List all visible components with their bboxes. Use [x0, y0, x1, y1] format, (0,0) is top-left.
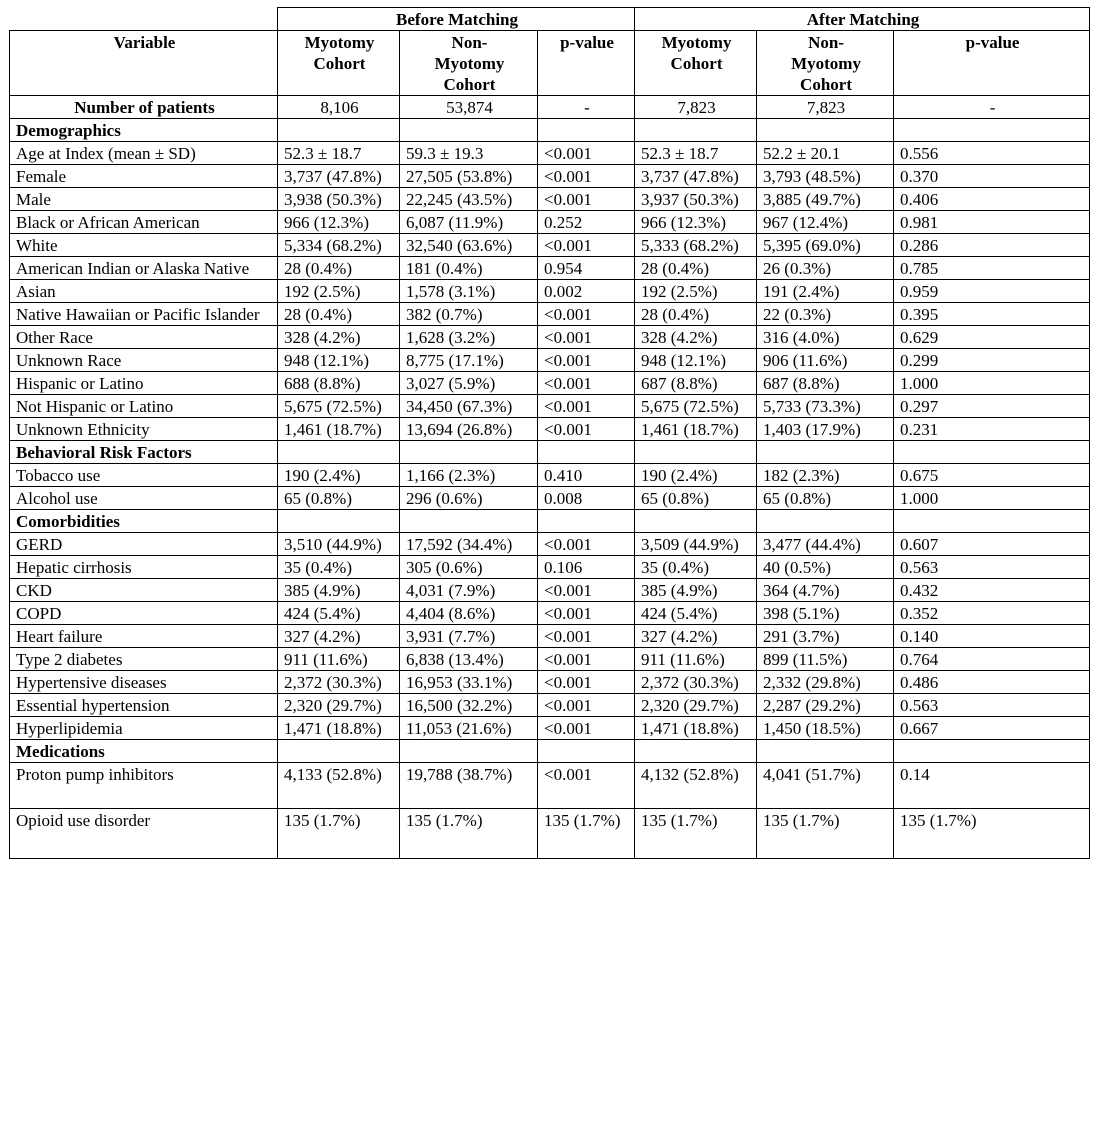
empty-cell	[757, 119, 894, 142]
table-cell: <0.001	[538, 234, 635, 257]
table-row	[10, 487, 1090, 510]
table-cell: 135 (1.7%)	[635, 809, 757, 859]
table-cell: <0.001	[538, 372, 635, 395]
table-cell: 327 (4.2%)	[635, 625, 757, 648]
table-cell: <0.001	[538, 694, 635, 717]
row-label: Proton pump inhibitors	[10, 763, 278, 809]
table-cell: <0.001	[538, 533, 635, 556]
table-cell: 22,245 (43.5%)	[400, 188, 538, 211]
group-header-row	[10, 8, 1090, 31]
table-cell: 0.352	[894, 602, 1090, 625]
empty-cell	[635, 510, 757, 533]
table-row	[10, 418, 1090, 441]
table-cell: 0.231	[894, 418, 1090, 441]
table-cell: 0.607	[894, 533, 1090, 556]
table-cell: 1,403 (17.9%)	[757, 418, 894, 441]
table-cell: 4,031 (7.9%)	[400, 579, 538, 602]
table-cell: 0.563	[894, 556, 1090, 579]
table-cell: 28 (0.4%)	[635, 303, 757, 326]
table-cell: 967 (12.4%)	[757, 211, 894, 234]
row-label: White	[10, 234, 278, 257]
table-cell: <0.001	[538, 717, 635, 740]
table-cell: 911 (11.6%)	[635, 648, 757, 671]
table-cell: -	[538, 96, 635, 119]
table-cell: 40 (0.5%)	[757, 556, 894, 579]
table-cell: <0.001	[538, 763, 635, 809]
empty-cell	[635, 441, 757, 464]
table-cell: 28 (0.4%)	[278, 303, 400, 326]
table-cell: 22 (0.3%)	[757, 303, 894, 326]
empty-cell	[400, 510, 538, 533]
table-cell: 0.14	[894, 763, 1090, 809]
table-cell: 2,320 (29.7%)	[278, 694, 400, 717]
table-cell: 1.000	[894, 372, 1090, 395]
table-row	[10, 717, 1090, 740]
table-cell: 687 (8.8%)	[757, 372, 894, 395]
section-title: Behavioral Risk Factors	[10, 441, 278, 464]
empty-cell	[278, 740, 400, 763]
table-row	[10, 211, 1090, 234]
table-cell: 53,874	[400, 96, 538, 119]
row-label: Heart failure	[10, 625, 278, 648]
table-cell: 291 (3.7%)	[757, 625, 894, 648]
table-cell: 17,592 (34.4%)	[400, 533, 538, 556]
table-cell: 0.959	[894, 280, 1090, 303]
table-cell: 16,953 (33.1%)	[400, 671, 538, 694]
table-cell: 687 (8.8%)	[635, 372, 757, 395]
table-cell: <0.001	[538, 648, 635, 671]
row-label: Essential hypertension	[10, 694, 278, 717]
table-wrapper	[9, 7, 1090, 859]
table-cell: 382 (0.7%)	[400, 303, 538, 326]
table-cell: 4,132 (52.8%)	[635, 763, 757, 809]
column-header: Variable	[10, 31, 278, 96]
table-row	[10, 395, 1090, 418]
column-header: Myotomy Cohort	[635, 31, 757, 96]
table-cell: 0.486	[894, 671, 1090, 694]
empty-cell	[635, 740, 757, 763]
table-cell: 0.629	[894, 326, 1090, 349]
table-cell: -	[894, 96, 1090, 119]
table-cell: 364 (4.7%)	[757, 579, 894, 602]
row-label: Native Hawaiian or Pacific Islander	[10, 303, 278, 326]
empty-cell	[538, 119, 635, 142]
table-cell: 135 (1.7%)	[894, 809, 1090, 859]
table-cell: 2,332 (29.8%)	[757, 671, 894, 694]
table-cell: 296 (0.6%)	[400, 487, 538, 510]
table-cell: 0.299	[894, 349, 1090, 372]
table-cell: 0.395	[894, 303, 1090, 326]
table-cell: 190 (2.4%)	[635, 464, 757, 487]
table-row	[10, 556, 1090, 579]
table-cell: 911 (11.6%)	[278, 648, 400, 671]
table-cell: <0.001	[538, 349, 635, 372]
table-cell: 190 (2.4%)	[278, 464, 400, 487]
row-label: Hepatic cirrhosis	[10, 556, 278, 579]
table-cell: 1.000	[894, 487, 1090, 510]
row-label: GERD	[10, 533, 278, 556]
table-cell: 5,395 (69.0%)	[757, 234, 894, 257]
section-title: Medications	[10, 740, 278, 763]
table-cell: 3,938 (50.3%)	[278, 188, 400, 211]
table-cell: 32,540 (63.6%)	[400, 234, 538, 257]
table-cell: 327 (4.2%)	[278, 625, 400, 648]
table-row	[10, 165, 1090, 188]
row-label: Number of patients	[10, 96, 278, 119]
table-cell: 181 (0.4%)	[400, 257, 538, 280]
table-cell: 2,372 (30.3%)	[635, 671, 757, 694]
empty-cell	[894, 510, 1090, 533]
table-row	[10, 533, 1090, 556]
table-cell: 0.556	[894, 142, 1090, 165]
section-title: Demographics	[10, 119, 278, 142]
table-cell: <0.001	[538, 188, 635, 211]
table-cell: 0.675	[894, 464, 1090, 487]
table-cell: 26 (0.3%)	[757, 257, 894, 280]
table-cell: 0.410	[538, 464, 635, 487]
table-cell: 1,461 (18.7%)	[635, 418, 757, 441]
column-header: p-value	[894, 31, 1090, 96]
cohort-characteristics-table	[9, 7, 1090, 859]
table-cell: 182 (2.3%)	[757, 464, 894, 487]
empty-cell	[538, 441, 635, 464]
table-row	[10, 579, 1090, 602]
table-cell: 52.3 ± 18.7	[635, 142, 757, 165]
table-cell: <0.001	[538, 326, 635, 349]
table-cell: 19,788 (38.7%)	[400, 763, 538, 809]
empty-cell	[894, 441, 1090, 464]
table-cell: <0.001	[538, 142, 635, 165]
section-header-row	[10, 119, 1090, 142]
column-header: p-value	[538, 31, 635, 96]
table-row	[10, 142, 1090, 165]
table-cell: 385 (4.9%)	[278, 579, 400, 602]
table-row	[10, 326, 1090, 349]
table-row	[10, 763, 1090, 809]
row-label: Not Hispanic or Latino	[10, 395, 278, 418]
table-cell: 1,166 (2.3%)	[400, 464, 538, 487]
table-cell: 0.252	[538, 211, 635, 234]
table-cell: 3,509 (44.9%)	[635, 533, 757, 556]
table-cell: 52.2 ± 20.1	[757, 142, 894, 165]
table-cell: 135 (1.7%)	[278, 809, 400, 859]
table-cell: <0.001	[538, 671, 635, 694]
table-cell: 688 (8.8%)	[278, 372, 400, 395]
table-row	[10, 671, 1090, 694]
table-cell: 0.406	[894, 188, 1090, 211]
column-header: Myotomy Cohort	[278, 31, 400, 96]
table-cell: 65 (0.8%)	[757, 487, 894, 510]
table-cell: 0.008	[538, 487, 635, 510]
empty-cell	[757, 740, 894, 763]
table-cell: 966 (12.3%)	[278, 211, 400, 234]
row-label: American Indian or Alaska Native	[10, 257, 278, 280]
row-label: COPD	[10, 602, 278, 625]
table-cell: 1,450 (18.5%)	[757, 717, 894, 740]
table-cell: 34,450 (67.3%)	[400, 395, 538, 418]
table-cell: 35 (0.4%)	[635, 556, 757, 579]
row-label: CKD	[10, 579, 278, 602]
table-cell: 16,500 (32.2%)	[400, 694, 538, 717]
table-cell: <0.001	[538, 418, 635, 441]
table-cell: 27,505 (53.8%)	[400, 165, 538, 188]
number-of-patients-row	[10, 96, 1090, 119]
table-cell: 5,675 (72.5%)	[635, 395, 757, 418]
table-cell: 966 (12.3%)	[635, 211, 757, 234]
empty-cell	[400, 740, 538, 763]
table-cell: 65 (0.8%)	[278, 487, 400, 510]
table-cell: 0.981	[894, 211, 1090, 234]
table-cell: 28 (0.4%)	[635, 257, 757, 280]
table-cell: 7,823	[757, 96, 894, 119]
table-row	[10, 280, 1090, 303]
table-row	[10, 602, 1090, 625]
table-cell: 5,675 (72.5%)	[278, 395, 400, 418]
section-header-row	[10, 740, 1090, 763]
empty-cell	[894, 119, 1090, 142]
table-cell: 135 (1.7%)	[757, 809, 894, 859]
row-label: Hypertensive diseases	[10, 671, 278, 694]
table-cell: 424 (5.4%)	[635, 602, 757, 625]
row-label: Opioid use disorder	[10, 809, 278, 859]
table-cell: 0.297	[894, 395, 1090, 418]
table-cell: 4,133 (52.8%)	[278, 763, 400, 809]
table-cell: 6,838 (13.4%)	[400, 648, 538, 671]
table-cell: 5,333 (68.2%)	[635, 234, 757, 257]
table-cell: 6,087 (11.9%)	[400, 211, 538, 234]
table-cell: 3,793 (48.5%)	[757, 165, 894, 188]
table-cell: 3,737 (47.8%)	[635, 165, 757, 188]
row-label: Asian	[10, 280, 278, 303]
table-cell: 65 (0.8%)	[635, 487, 757, 510]
table-cell: 191 (2.4%)	[757, 280, 894, 303]
table-cell: 4,041 (51.7%)	[757, 763, 894, 809]
table-cell: 0.785	[894, 257, 1090, 280]
table-row	[10, 234, 1090, 257]
empty-cell	[538, 510, 635, 533]
row-label: Black or African American	[10, 211, 278, 234]
table-cell: 8,106	[278, 96, 400, 119]
table-cell: 135 (1.7%)	[538, 809, 635, 859]
table-cell: 13,694 (26.8%)	[400, 418, 538, 441]
table-cell: 5,733 (73.3%)	[757, 395, 894, 418]
row-label: Age at Index (mean ± SD)	[10, 142, 278, 165]
empty-cell	[400, 441, 538, 464]
table-cell: 28 (0.4%)	[278, 257, 400, 280]
table-cell: 316 (4.0%)	[757, 326, 894, 349]
empty-cell	[278, 510, 400, 533]
table-cell: 305 (0.6%)	[400, 556, 538, 579]
header-corner-empty	[10, 8, 278, 31]
table-cell: 35 (0.4%)	[278, 556, 400, 579]
table-cell: <0.001	[538, 625, 635, 648]
table-cell: 0.140	[894, 625, 1090, 648]
table-row	[10, 257, 1090, 280]
group-header-before-matching: Before Matching	[278, 8, 635, 31]
table-cell: 0.563	[894, 694, 1090, 717]
table-cell: 328 (4.2%)	[635, 326, 757, 349]
row-label: Hyperlipidemia	[10, 717, 278, 740]
table-row	[10, 809, 1090, 859]
empty-cell	[278, 119, 400, 142]
table-cell: 328 (4.2%)	[278, 326, 400, 349]
table-cell: 3,885 (49.7%)	[757, 188, 894, 211]
table-cell: 3,027 (5.9%)	[400, 372, 538, 395]
table-row	[10, 648, 1090, 671]
table-cell: 0.667	[894, 717, 1090, 740]
empty-cell	[757, 441, 894, 464]
empty-cell	[757, 510, 894, 533]
table-cell: 1,578 (3.1%)	[400, 280, 538, 303]
table-row	[10, 464, 1090, 487]
table-cell: 2,320 (29.7%)	[635, 694, 757, 717]
table-cell: <0.001	[538, 303, 635, 326]
table-cell: 3,477 (44.4%)	[757, 533, 894, 556]
table-cell: 3,931 (7.7%)	[400, 625, 538, 648]
table-cell: 3,737 (47.8%)	[278, 165, 400, 188]
row-label: Unknown Ethnicity	[10, 418, 278, 441]
table-cell: <0.001	[538, 395, 635, 418]
row-label: Hispanic or Latino	[10, 372, 278, 395]
table-cell: 2,287 (29.2%)	[757, 694, 894, 717]
table-cell: 0.002	[538, 280, 635, 303]
section-title: Comorbidities	[10, 510, 278, 533]
row-label: Male	[10, 188, 278, 211]
table-cell: 3,510 (44.9%)	[278, 533, 400, 556]
table-cell: 135 (1.7%)	[400, 809, 538, 859]
table-cell: <0.001	[538, 165, 635, 188]
table-row	[10, 303, 1090, 326]
table-cell: 0.286	[894, 234, 1090, 257]
row-label: Type 2 diabetes	[10, 648, 278, 671]
table-cell: 1,471 (18.8%)	[635, 717, 757, 740]
row-label: Unknown Race	[10, 349, 278, 372]
table-cell: 192 (2.5%)	[278, 280, 400, 303]
table-cell: 3,937 (50.3%)	[635, 188, 757, 211]
table-cell: 398 (5.1%)	[757, 602, 894, 625]
table-cell: 52.3 ± 18.7	[278, 142, 400, 165]
table-cell: 1,471 (18.8%)	[278, 717, 400, 740]
table-row	[10, 694, 1090, 717]
table-row	[10, 349, 1090, 372]
table-cell: 0.370	[894, 165, 1090, 188]
table-cell: 0.106	[538, 556, 635, 579]
empty-cell	[400, 119, 538, 142]
group-header-after-matching: After Matching	[635, 8, 1090, 31]
table-cell: 948 (12.1%)	[635, 349, 757, 372]
table-cell: 2,372 (30.3%)	[278, 671, 400, 694]
table-cell: 11,053 (21.6%)	[400, 717, 538, 740]
table-cell: 59.3 ± 19.3	[400, 142, 538, 165]
table-cell: 192 (2.5%)	[635, 280, 757, 303]
table-cell: 4,404 (8.6%)	[400, 602, 538, 625]
empty-cell	[278, 441, 400, 464]
empty-cell	[538, 740, 635, 763]
table-cell: 1,461 (18.7%)	[278, 418, 400, 441]
row-label: Female	[10, 165, 278, 188]
empty-cell	[635, 119, 757, 142]
table-cell: 1,628 (3.2%)	[400, 326, 538, 349]
section-header-row	[10, 510, 1090, 533]
table-cell: 7,823	[635, 96, 757, 119]
table-cell: 8,775 (17.1%)	[400, 349, 538, 372]
table-cell: 424 (5.4%)	[278, 602, 400, 625]
column-header: Non- Myotomy Cohort	[757, 31, 894, 96]
row-label: Tobacco use	[10, 464, 278, 487]
table-cell: 948 (12.1%)	[278, 349, 400, 372]
table-cell: <0.001	[538, 602, 635, 625]
table-cell: 899 (11.5%)	[757, 648, 894, 671]
table-cell: 385 (4.9%)	[635, 579, 757, 602]
table-cell: 0.432	[894, 579, 1090, 602]
row-label: Alcohol use	[10, 487, 278, 510]
table-row	[10, 372, 1090, 395]
row-label: Other Race	[10, 326, 278, 349]
column-header-row	[10, 31, 1090, 96]
table-cell: 0.764	[894, 648, 1090, 671]
table-cell: 906 (11.6%)	[757, 349, 894, 372]
empty-cell	[894, 740, 1090, 763]
section-header-row	[10, 441, 1090, 464]
table-row	[10, 188, 1090, 211]
table-cell: <0.001	[538, 579, 635, 602]
table-cell: 0.954	[538, 257, 635, 280]
table-cell: 5,334 (68.2%)	[278, 234, 400, 257]
table-row	[10, 625, 1090, 648]
column-header: Non- Myotomy Cohort	[400, 31, 538, 96]
